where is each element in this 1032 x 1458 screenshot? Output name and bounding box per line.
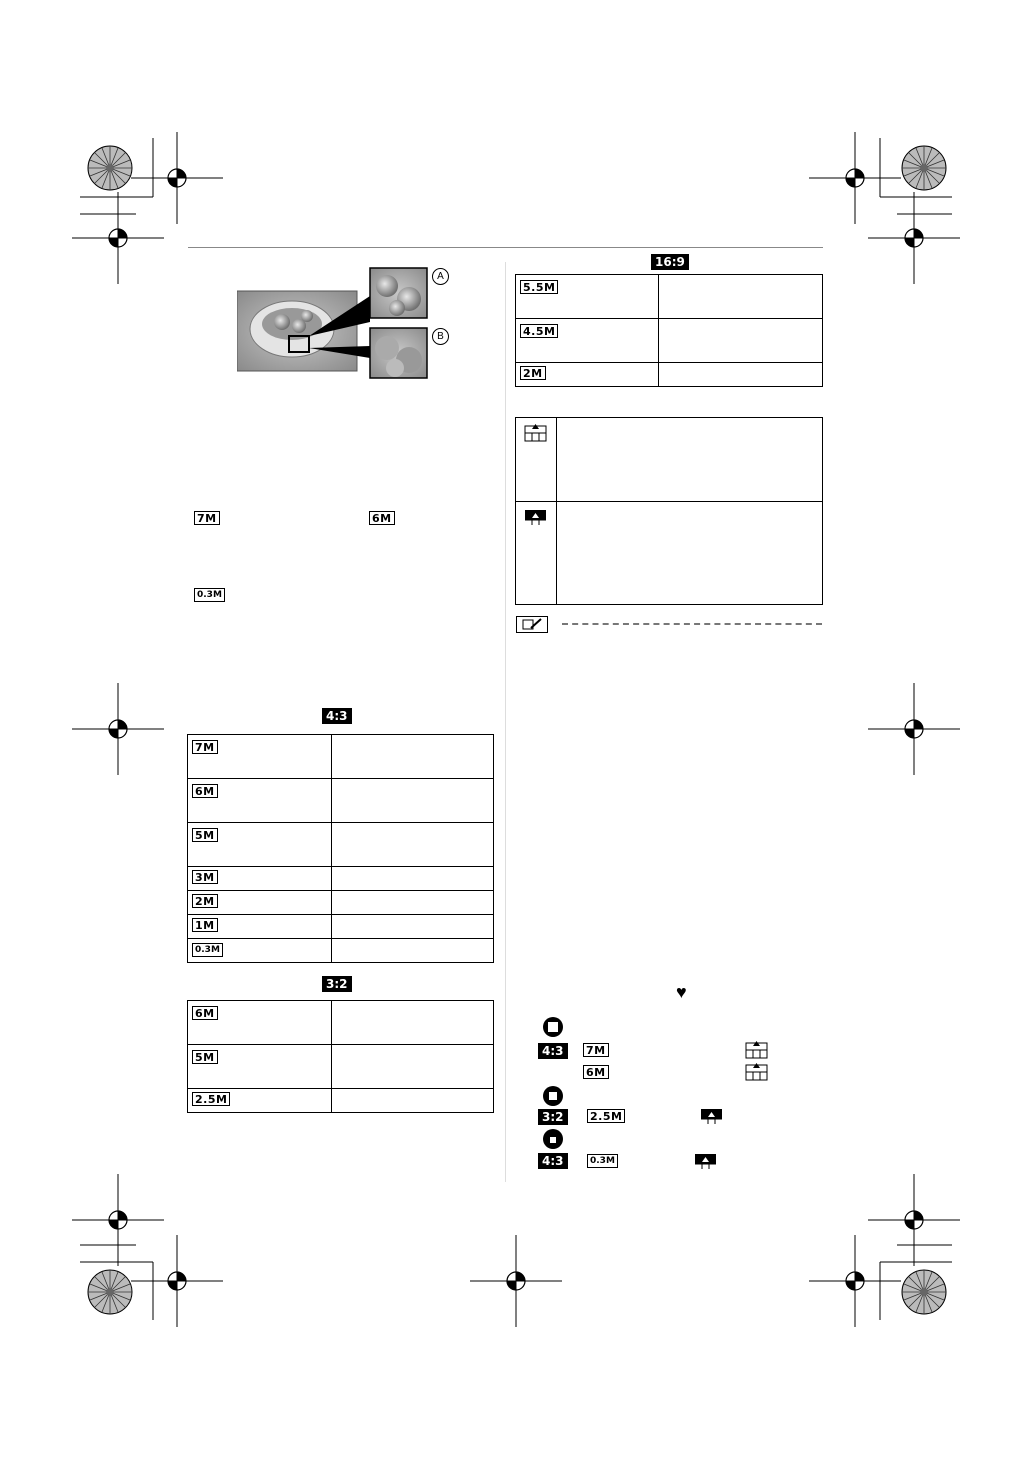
photo-figure [237, 264, 457, 384]
quality-table [515, 417, 823, 605]
row1-aspect: 4:3 [538, 1043, 568, 1059]
table-43-res-icon: 0.3M [192, 943, 223, 957]
table-32-res-icon: 6M [192, 1006, 218, 1020]
standard-quality-icon [524, 508, 548, 528]
column-divider [505, 262, 506, 1182]
size-medium-icon [543, 1086, 563, 1106]
table-43-res-icon: 2M [192, 894, 218, 908]
heart-icon: ♥ [676, 982, 687, 1002]
note-divider [562, 623, 822, 625]
food-photo-illustration [237, 264, 457, 384]
fine-quality-icon [524, 424, 548, 444]
table-43-res-icon: 7M [192, 740, 218, 754]
table-32 [187, 1000, 494, 1113]
size-small-icon [543, 1129, 563, 1149]
row3-res-icon: 2.5M [587, 1109, 625, 1123]
aspect-43-label: 4:3 [322, 708, 352, 724]
res-6m-icon: 6M [369, 511, 395, 525]
header-rule [188, 247, 823, 248]
row4-standard-icon [694, 1152, 718, 1172]
table-43-res-icon: 5M [192, 828, 218, 842]
row2-fine-icon [745, 1063, 769, 1083]
note-icon [516, 616, 548, 633]
callout-a: A [432, 268, 449, 285]
pencil-note-icon [517, 617, 547, 632]
table-43-res-icon: 1M [192, 918, 218, 932]
table-32-res-icon: 5M [192, 1050, 218, 1064]
table-169 [515, 274, 823, 387]
row1-fine-icon [745, 1041, 769, 1061]
row1-res-icon: 7M [583, 1043, 609, 1057]
aspect-169-label: 16:9 [651, 254, 689, 270]
row2-res-icon: 6M [583, 1065, 609, 1079]
aspect-32-label: 3:2 [322, 976, 352, 992]
table-43 [187, 734, 494, 963]
table-169-res-icon: 2M [520, 366, 546, 380]
row4-aspect: 4:3 [538, 1153, 568, 1169]
row4-res-icon: 0.3M [587, 1154, 618, 1168]
size-large-icon [543, 1017, 563, 1037]
row3-standard-icon [700, 1107, 724, 1127]
res-7m-icon: 7M [194, 511, 220, 525]
row3-aspect: 3:2 [538, 1109, 568, 1125]
table-32-res-icon: 2.5M [192, 1092, 230, 1106]
table-169-res-icon: 5.5M [520, 280, 558, 294]
table-43-res-icon: 3M [192, 870, 218, 884]
callout-b: B [432, 328, 449, 345]
table-43-res-icon: 6M [192, 784, 218, 798]
res-03m-icon: 0.3M [194, 588, 225, 602]
table-169-res-icon: 4.5M [520, 324, 558, 338]
